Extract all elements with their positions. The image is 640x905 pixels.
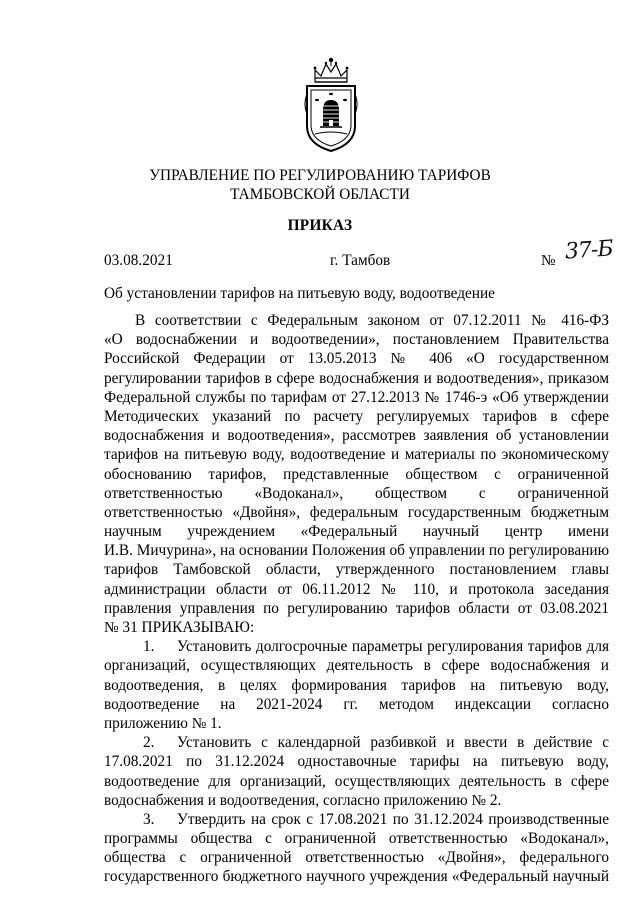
- order-body: [104, 311, 609, 887]
- coat-of-arms-icon: [301, 54, 361, 154]
- preamble-line: «О водоснабжении и водоотведении», постановлением Правительства: [104, 331, 609, 349]
- item-line: программы общества с ограниченной ответственностью «Водоканал»,: [104, 830, 609, 848]
- item-first-line: [104, 810, 609, 829]
- item-line: водоотведение для организаций, осуществляющих деятельность в сфере: [104, 772, 609, 790]
- item-line: организаций, осуществляющих деятельность в сфере водоснабжения и: [104, 657, 609, 675]
- item-first-line: [104, 637, 609, 656]
- item-first-line: [104, 733, 609, 752]
- order-items: [104, 637, 609, 886]
- item-first-line-text: Установить долгосрочные параметры регулирования тарифов для: [177, 638, 609, 656]
- preamble-line: И.В. Мичурина», на основании Положения об управлении по регулированию: [104, 542, 609, 560]
- preamble-line: № 31 ПРИКАЗЫВАЮ:: [104, 619, 255, 636]
- order-number-prefix: №: [541, 252, 556, 269]
- preamble-line: ответственностью «Водоканал», обществом с ограниченной: [104, 484, 609, 502]
- item-line: государственного бюджетного научного учреждения «Федеральный научный: [104, 868, 609, 886]
- preamble-line: правления управления по регулированию тарифов области от 03.08.2021: [104, 599, 609, 617]
- item-first-line-text: Установить с календарной разбивкой и ввести в действие с: [177, 734, 609, 752]
- item-line: 17.08.2021 по 31.12.2024 одноставочные тарифы на питьевую воду,: [104, 753, 609, 771]
- preamble-line: тарифов Тамбовской области, утвержденного постановлением главы: [104, 561, 609, 579]
- preamble-line: обоснованию тарифов, представленные обществом с ограниченной: [104, 465, 609, 483]
- preamble-line: Российской Федерации от 13.05.2013 № 406 «О государственном: [104, 350, 609, 368]
- order-number-handwritten: 37-Б: [564, 236, 614, 265]
- document-title: ПРИКАЗ: [287, 217, 353, 234]
- preamble-line: Федеральной службы по тарифам от 27.12.2013 № 1746-э «Об утверждении: [104, 388, 609, 406]
- preamble-line: водоснабжения и водоотведения», рассмотрев заявления об установлении: [104, 427, 609, 445]
- item-first-line-text: Утвердить на срок с 17.08.2021 по 31.12.2024 производственные: [177, 810, 609, 828]
- organization-name: [0, 166, 640, 204]
- preamble-line: администрации области от 06.11.2012 № 110, и протокола заседания: [104, 580, 609, 598]
- item-number: 1.: [143, 638, 155, 656]
- item-line: водоснабжения и водоотведения, согласно приложению № 2.: [104, 791, 502, 809]
- preamble-line: Методических указаний по расчету регулируемых тарифов в сфере: [104, 407, 609, 425]
- item-number: 3.: [143, 810, 155, 828]
- preamble-line: ответственностью «Двойня», федеральным государственным бюджетным: [104, 503, 609, 521]
- organization-line-2: ТАМБОВСКОЙ ОБЛАСТИ: [230, 186, 410, 203]
- preamble-line: В соответствии с Федеральным законом от 07.12.2011 № 416-ФЗ: [135, 312, 609, 329]
- preamble: [104, 311, 609, 637]
- item-line: водоотведения, в целях формирования тарифов на питьевую воду,: [104, 676, 609, 694]
- item-number: 2.: [143, 734, 155, 752]
- organization-line-1: УПРАВЛЕНИЕ ПО РЕГУЛИРОВАНИЮ ТАРИФОВ: [149, 167, 491, 184]
- preamble-line: тарифов на питьевую воду, водоотведение и материалы по экономическому: [104, 446, 609, 464]
- preamble-line: научным учреждением «Федеральный научный центр имени: [104, 523, 609, 541]
- item-line: водоотведение на 2021-2024 гг. методом индексации согласно: [104, 695, 609, 713]
- order-subject: Об установлении тарифов на питьевую воду, водоотведение: [104, 285, 495, 302]
- item-line: общества с ограниченной ответственностью «Двойня», федерального: [104, 849, 609, 867]
- order-city: г. Тамбов: [330, 252, 391, 269]
- preamble-line: регулировании тарифов в сфере водоснабжения и водоотведения», приказом: [104, 369, 609, 387]
- item-line: приложению № 1.: [104, 714, 222, 732]
- order-date: 03.08.2021: [104, 252, 173, 269]
